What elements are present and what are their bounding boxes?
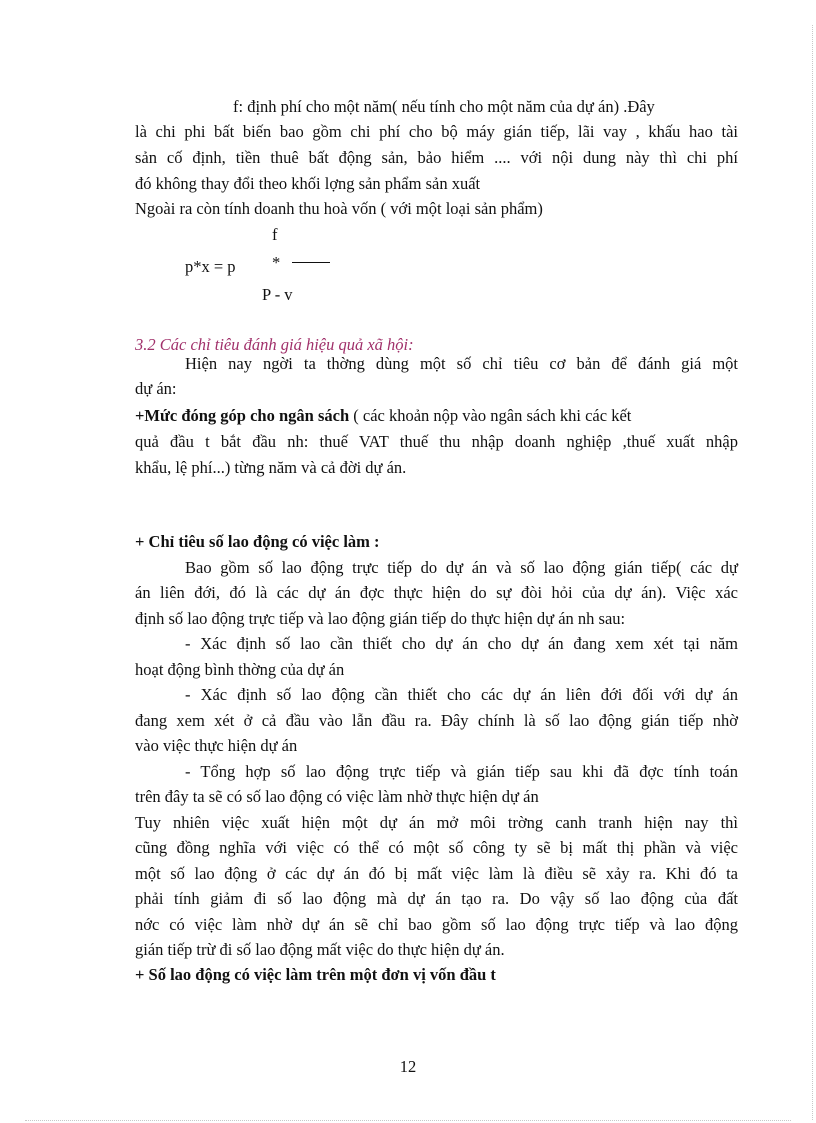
section-para-line-2: dự án:: [135, 379, 177, 398]
last-heading: [135, 963, 738, 987]
budget-heading: +Mức đóng góp cho ngân sách: [135, 406, 350, 425]
formula-lhs: p*x = p: [185, 257, 236, 276]
labor-heading-text: + Chỉ tiêu số lao động có việc làm :: [135, 532, 380, 551]
page-border-bottom: [25, 1120, 791, 1121]
bullet-1-line-2: hoạt động bình thờng của dự án: [135, 660, 345, 679]
para-2-line-4: phải tính giảm đi số lao động mà dự án tạo ra. Do vậy số lao động của đất: [135, 889, 738, 908]
bullet-2-line-2: đang xem xét ở cả đầu vào lẫn đầu ra. Đây chính là số lao động gián tiếp nhờ: [135, 711, 738, 730]
intro-line-4: đó không thay đổi theo khối lợng sản phẩm sản xuất: [135, 174, 481, 193]
budget-line-1: [135, 404, 738, 428]
labor-line-2: án liên đới, đó là các dự án đợc thực hiện do sự đòi hỏi của dự án). Việc xác: [135, 583, 738, 602]
budget-line-1-text: ( các khoản nộp vào ngân sách khi các kết: [349, 406, 632, 425]
para-2-line-2: cũng đồng nghĩa với việc có thể có một số công ty sẽ bị mất thị phần và việc: [135, 838, 738, 857]
budget-line-2: quả đầu t bắt đầu nh: thuế VAT thuế thu nhập doanh nghiệp ,thuế xuất nhập: [135, 432, 738, 451]
intro-line-1: f: định phí cho một năm( nếu tính cho một năm của dự án) .Đây: [233, 97, 655, 116]
para-2-line-3: một số lao động ở các dự án đó bị mất việc làm là điều sẽ xảy ra. Khi đó ta: [135, 864, 738, 883]
bullet-3-line-1: - Tổng hợp số lao động trực tiếp và gián tiếp sau khi đã đợc tính toán: [185, 762, 738, 781]
page-border-right: [812, 25, 813, 1120]
page-number: 12: [399, 1057, 417, 1076]
intro-line-2: là chi phi bất biến bao gồm chi phí cho bộ máy gián tiếp, lãi vay , khấu hao tài: [135, 122, 738, 141]
intro-line-5: Ngoài ra còn tính doanh thu hoà vốn ( với một loại sản phẩm): [135, 199, 543, 218]
section-heading: 3.2 Các chỉ tiêu đánh giá hiệu quả xã hội:: [135, 335, 414, 354]
labor-line-1: Bao gồm số lao động trực tiếp do dự án và số lao động gián tiếp( các dự: [185, 558, 738, 577]
formula-star: *: [272, 253, 281, 272]
bullet-2-line-3: vào việc thực hiện dự án: [135, 736, 298, 755]
para-2-line-1: Tuy nhiên việc xuất hiện một dự án mở môi trờng canh tranh hiện nay thì: [135, 813, 738, 832]
labor-heading: [135, 530, 738, 554]
labor-line-3: định số lao động trực tiếp và lao động gián tiếp do thực hiện dự án nh sau:: [135, 609, 626, 628]
section-para-line-1: Hiện nay ngời ta thờng dùng một số chỉ tiêu cơ bản để đánh giá một: [185, 354, 738, 373]
bullet-2-line-1: - Xác định số lao động cần thiết cho các dự án liên đới đối với dự án: [185, 685, 738, 704]
para-2-line-5: nớc có việc làm nhờ dự án sẽ chỉ bao gồm số lao động trực tiếp và lao động: [135, 915, 738, 934]
bullet-3-line-2: trên đây ta sẽ có số lao động có việc làm nhờ thực hiện dự án: [135, 787, 539, 806]
budget-line-3: khẩu, lệ phí...) từng năm và cả đời dự án.: [135, 458, 407, 477]
para-2-line-6: gián tiếp trừ đi số lao động mất việc do thực hiện dự án.: [135, 940, 505, 959]
fraction-bar: [292, 262, 330, 263]
formula-numerator: f: [272, 225, 278, 244]
intro-line-3: sản cố định, tiền thuê bất động sản, bảo hiểm .... với nội dung này thì chi phí: [135, 148, 738, 167]
bullet-1-line-1: - Xác định số lao cần thiết cho dự án cho dự án đang xem xét tại năm: [185, 634, 738, 653]
formula-denominator: P - v: [262, 285, 293, 304]
last-heading-text: + Số lao động có việc làm trên một đơn vị vốn đầu t: [135, 965, 496, 984]
